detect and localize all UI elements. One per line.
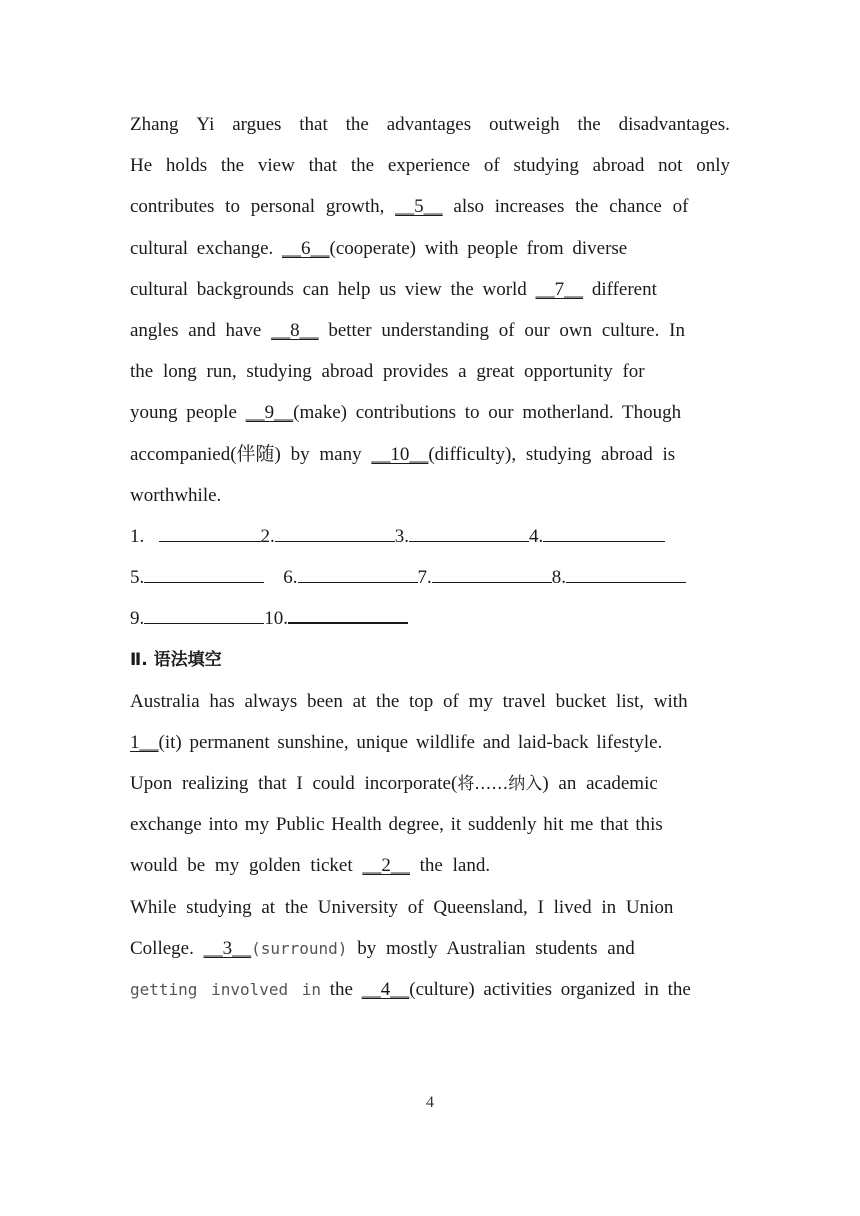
- blank-2: __2__: [362, 855, 410, 877]
- passage-line-5: [130, 269, 730, 310]
- answer-blank-7[interactable]: [432, 564, 552, 583]
- text: Upon realizing that I could incorporate(: [130, 773, 458, 794]
- section2-line-7: [130, 928, 730, 969]
- text: (it) permanent sunshine, unique wildlife and laid-back lifestyle.: [158, 731, 663, 753]
- text: ) an academic: [542, 773, 658, 794]
- answer-row-1: [130, 516, 730, 557]
- blank-5: __5__: [395, 196, 443, 218]
- word: the: [350, 155, 375, 177]
- text: young people: [130, 402, 237, 424]
- text: (surround): [251, 938, 348, 958]
- answer-number: 1.: [130, 525, 145, 547]
- passage-line-7: [130, 351, 730, 392]
- text: the: [329, 978, 353, 1000]
- word: that: [299, 114, 328, 135]
- answer-blank-1[interactable]: [159, 523, 261, 542]
- answer-number: 5.: [130, 567, 145, 589]
- blank-7: __7__: [535, 278, 584, 300]
- passage-line-10: [130, 475, 730, 516]
- text: contributes to personal growth,: [130, 196, 385, 218]
- text: would be my golden ticket: [130, 855, 353, 877]
- section2-line-2: [130, 722, 730, 763]
- word: disadvantages.: [618, 114, 730, 135]
- text: (make) contributions to our motherland. Though: [293, 402, 682, 424]
- text: the land.: [419, 855, 491, 877]
- answer-number: 8.: [551, 567, 566, 589]
- answer-sheet: [130, 516, 730, 640]
- text: getting involved in: [130, 979, 322, 999]
- blank-8: __8__: [271, 319, 319, 341]
- word: studying: [513, 155, 579, 177]
- passage-line-2: [130, 145, 730, 186]
- answer-blank-8[interactable]: [566, 564, 686, 583]
- text: by mostly Australian students and: [357, 937, 635, 959]
- answer-number: 9.: [130, 608, 145, 630]
- text: different: [591, 278, 657, 300]
- text: 将……纳入: [457, 774, 543, 794]
- answer-row-3: [130, 598, 730, 639]
- passage-line-4: [130, 228, 730, 269]
- word: the: [345, 114, 369, 135]
- blank-4: __4__: [361, 978, 410, 1000]
- page-number: 4: [426, 1094, 434, 1111]
- blank-10: __10__: [371, 443, 429, 465]
- document-page: [130, 104, 730, 1010]
- section2-line-4: [130, 804, 730, 845]
- section2-line-8: [130, 969, 730, 1010]
- answer-blank-2[interactable]: [275, 523, 395, 542]
- answer-row-2: [130, 557, 730, 598]
- answer-blank-10[interactable]: [288, 604, 408, 624]
- text: (culture) activities organized in the: [409, 978, 691, 1000]
- blank-6: __6__: [282, 237, 330, 259]
- answer-number: 6.: [283, 567, 298, 589]
- passage-line-8: [130, 392, 730, 433]
- text: (difficulty), studying abroad is: [428, 443, 676, 465]
- answer-blank-4[interactable]: [543, 523, 665, 542]
- blank-3: __3__: [203, 937, 252, 959]
- text: While studying at the University of Queensland, I lived in Union: [130, 896, 674, 918]
- word: not: [658, 155, 683, 177]
- word: experience: [387, 155, 471, 177]
- text: also increases the chance of: [453, 196, 689, 218]
- answer-number: 10.: [264, 608, 288, 630]
- passage-line-6: [130, 310, 730, 351]
- answer-blank-3[interactable]: [409, 523, 529, 542]
- text: worthwhile.: [130, 484, 222, 506]
- text: Australia has always been at the top of my travel bucket list, with: [130, 690, 688, 712]
- section2-line-1: [130, 681, 730, 722]
- word: advantages: [386, 114, 472, 135]
- word: argues: [232, 114, 282, 135]
- word: holds: [165, 155, 208, 177]
- text: exchange into my Public Health degree, it suddenly hit me that this: [130, 814, 663, 836]
- passage-line-9: [130, 434, 730, 475]
- word: the: [220, 155, 245, 177]
- word: Yi: [196, 114, 215, 135]
- text: cultural backgrounds can help us view the world: [130, 278, 527, 300]
- blank-1: 1__: [130, 731, 159, 753]
- answer-blank-6[interactable]: [298, 564, 418, 583]
- word: that: [308, 155, 338, 177]
- word: of: [483, 155, 500, 177]
- passage-line-3: [130, 186, 730, 227]
- word: outweigh: [488, 114, 560, 135]
- answer-blank-9[interactable]: [144, 605, 264, 624]
- text: (cooperate) with people from diverse: [329, 237, 628, 259]
- word: Zhang: [130, 114, 179, 135]
- text: accompanied(伴随) by many: [130, 443, 362, 465]
- section2-line-3: [130, 763, 730, 804]
- answer-number: 2.: [260, 525, 275, 547]
- section2-line-5: [130, 845, 730, 886]
- section-title: Ⅱ. 语法填空: [130, 650, 222, 671]
- section2-line-6: [130, 887, 730, 928]
- text: College.: [130, 937, 194, 959]
- word: abroad: [592, 155, 645, 177]
- text: the long run, studying abroad provides a great opportunity for: [130, 361, 645, 383]
- word: He: [130, 155, 153, 177]
- text: angles and have: [130, 319, 262, 341]
- text: better understanding of our own culture. In: [328, 319, 685, 341]
- answer-number: 7.: [417, 567, 432, 589]
- word: only: [696, 155, 730, 177]
- passage-line-1: [130, 104, 730, 145]
- blank-9: __9__: [245, 402, 294, 424]
- section-heading: [130, 639, 730, 680]
- word: the: [577, 114, 601, 135]
- answer-number: 3.: [394, 525, 409, 547]
- text: cultural exchange.: [130, 237, 274, 259]
- word: view: [257, 155, 295, 177]
- answer-number: 4.: [529, 525, 544, 547]
- answer-blank-5[interactable]: [144, 564, 264, 583]
